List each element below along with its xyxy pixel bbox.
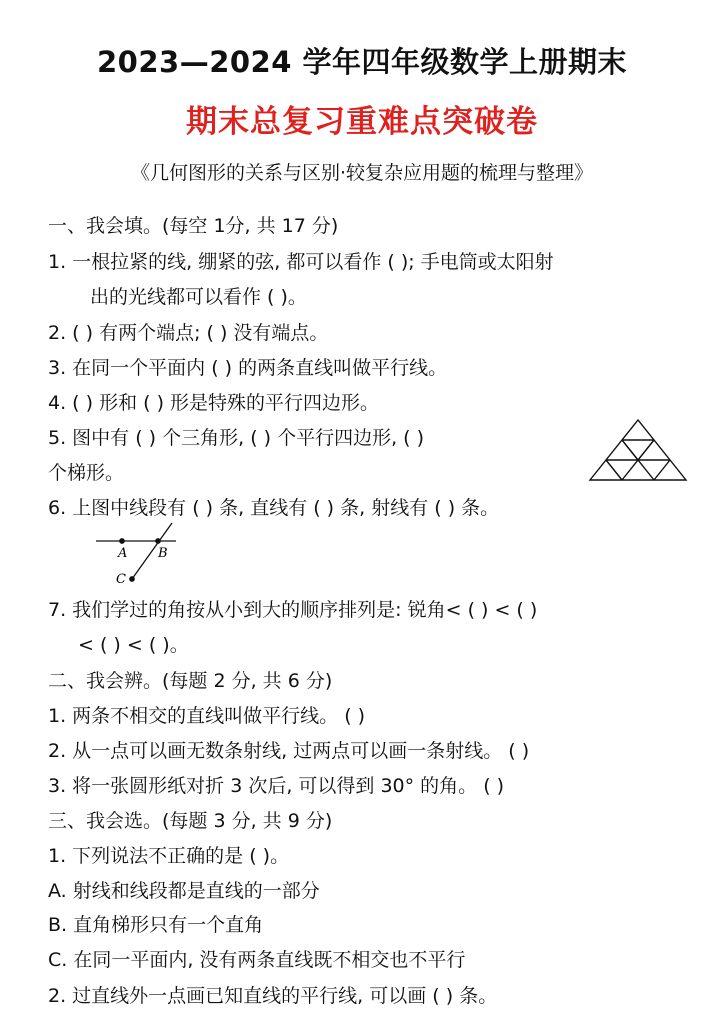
text-line: 2. 从一点可以画无数条射线, 过两点可以画一条射线。 ( ): [48, 740, 530, 762]
text-line: 1. 两条不相交的直线叫做平行线。 ( ): [48, 705, 366, 727]
text-line: 3. 在同一个平面内 ( ) 的两条直线叫做平行线。: [48, 357, 448, 379]
text-line: 二、我会辨。(每题 2 分, 共 6 分): [48, 670, 333, 692]
text-line: A. 射线和线段都是直线的一部分: [48, 880, 320, 902]
text-line: 5. 图中有 ( ) 个三角形, ( ) 个平行四边形, ( ): [48, 427, 425, 449]
text-line: 一、我会填。(每空 1分, 共 17 分): [48, 215, 339, 237]
label-c: C: [116, 572, 126, 587]
text-line: 出的光线都可以看作 ( )。: [90, 286, 307, 308]
text-line: 2. ( ) 有两个端点; ( ) 没有端点。: [48, 322, 329, 344]
topic-line: 《几何图形的关系与区别·较复杂应用题的梳理与整理》: [130, 162, 594, 184]
text-line: C. 在同一平面内, 没有两条直线既不相交也不平行: [48, 949, 466, 971]
triangle-grid-figure: [588, 418, 688, 484]
text-line: 1. 下列说法不正确的是 ( )。: [48, 845, 290, 867]
label-b: B: [158, 546, 168, 561]
text-line: 个梯形。: [48, 462, 125, 484]
text-line: 2. 过直线外一点画已知直线的平行线, 可以画 ( ) 条。: [48, 985, 498, 1007]
text-line: 4. ( ) 形和 ( ) 形是特殊的平行四边形。: [48, 392, 380, 414]
label-a: A: [118, 546, 128, 561]
text-line: 3. 将一张圆形纸对折 3 次后, 可以得到 30° 的角。 ( ): [48, 775, 505, 797]
text-line: 6. 上图中线段有 ( ) 条, 直线有 ( ) 条, 射线有 ( ) 条。: [48, 497, 500, 519]
text-line: < ( ) < ( )。: [78, 634, 189, 656]
text-line: 三、我会选。(每题 3 分, 共 9 分): [48, 810, 333, 832]
page-title: 2023—2024 学年四年级数学上册期末: [96, 45, 628, 79]
text-line: 1. 一根拉紧的线, 绷紧的弦, 都可以看作 ( ); 手电筒或太阳射: [48, 251, 554, 273]
line-segment-figure: [92, 521, 182, 587]
page-subtitle: 期末总复习重难点突破卷: [186, 104, 538, 140]
text-line: 7. 我们学过的角按从小到大的顺序排列是: 锐角< ( ) < ( ): [48, 599, 538, 621]
text-line: B. 直角梯形只有一个直角: [48, 914, 264, 936]
